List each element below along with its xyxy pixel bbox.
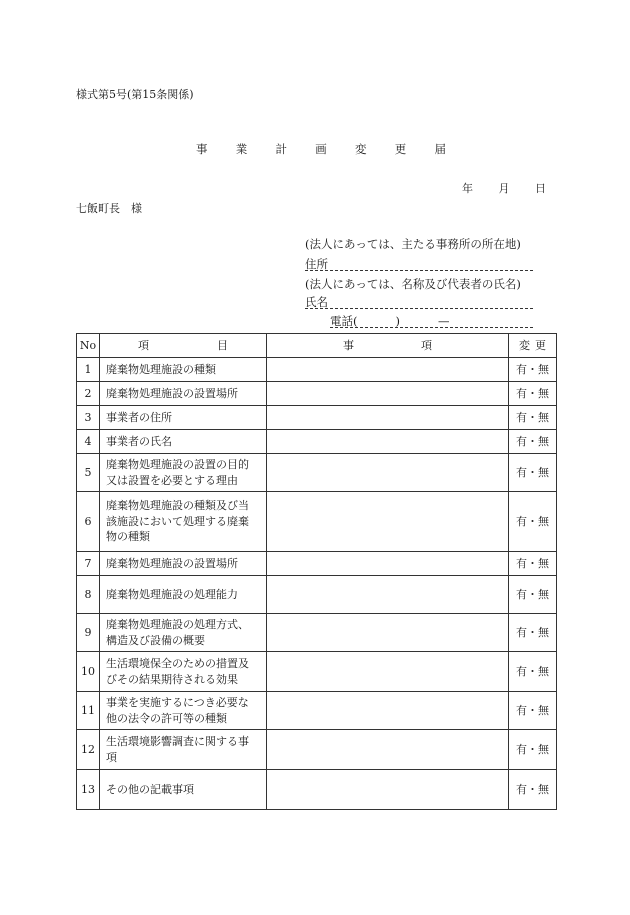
change-items-table [76, 333, 557, 810]
table-row [77, 576, 557, 614]
row-number: 3 [77, 406, 100, 430]
item-name-line: その他の記載事項 [106, 782, 194, 796]
item-detail-cell[interactable] [267, 576, 509, 614]
item-name [100, 382, 267, 406]
row-number: 12 [77, 730, 100, 770]
item-name [100, 770, 267, 810]
address-note: (法人にあっては、主たる事務所の所在地) [305, 237, 521, 251]
item-detail-cell[interactable] [267, 358, 509, 382]
table-row [77, 652, 557, 692]
change-yes-no[interactable]: 有・無 [509, 430, 557, 454]
item-name-line: 廃棄物処理施設の種類及び当 [106, 499, 249, 513]
phone-dash: — [438, 314, 450, 328]
document-title [196, 141, 446, 157]
row-number: 10 [77, 652, 100, 692]
header-item-char: 項 [138, 338, 149, 352]
header-no: No [77, 334, 100, 358]
change-yes-no[interactable]: 有・無 [509, 454, 557, 492]
table-row [77, 430, 557, 454]
title-char: 更 [394, 142, 407, 156]
year-label: 年 [462, 182, 473, 195]
table-row [77, 770, 557, 810]
name-field[interactable] [305, 294, 533, 309]
item-name-line: びその結果期待される効果 [106, 672, 238, 686]
item-name-line: 廃棄物処理施設の処理方式、 [106, 618, 249, 632]
item-detail-cell[interactable] [267, 454, 509, 492]
item-detail-cell[interactable] [267, 614, 509, 652]
item-name-line: 該施設において処理する廃棄 [106, 514, 249, 528]
change-yes-no[interactable]: 有・無 [509, 406, 557, 430]
item-name-line: 廃棄物処理施設の種類 [106, 362, 216, 376]
item-detail-cell[interactable] [267, 406, 509, 430]
addressee: 七飯町長 様 [76, 202, 142, 215]
item-name [100, 652, 267, 692]
table-row [77, 406, 557, 430]
table-header-row [77, 334, 557, 358]
item-name-line: 廃棄物処理施設の処理能力 [106, 587, 238, 601]
item-name-line: 廃棄物処理施設の設置場所 [106, 556, 238, 570]
change-yes-no[interactable]: 有・無 [509, 358, 557, 382]
month-label: 月 [498, 182, 510, 195]
item-name [100, 614, 267, 652]
item-name-line: 廃棄物処理施設の設置の目的 [106, 458, 249, 472]
item-name [100, 730, 267, 770]
change-yes-no[interactable]: 有・無 [509, 382, 557, 406]
item-name [100, 430, 267, 454]
title-char: 画 [315, 142, 327, 156]
phone-field[interactable] [330, 313, 533, 328]
row-number: 4 [77, 430, 100, 454]
table-row [77, 382, 557, 406]
item-name-line: 項 [106, 750, 117, 764]
item-name [100, 576, 267, 614]
address-field[interactable] [305, 256, 533, 271]
row-number: 6 [77, 492, 100, 552]
header-item [100, 334, 267, 358]
item-name [100, 692, 267, 730]
change-yes-no[interactable]: 有・無 [509, 730, 557, 770]
row-number: 13 [77, 770, 100, 810]
change-yes-no[interactable]: 有・無 [509, 552, 557, 576]
phone-paren-close: ) [395, 314, 400, 328]
item-detail-cell[interactable] [267, 492, 509, 552]
item-detail-cell[interactable] [267, 552, 509, 576]
item-name-line: 事業者の住所 [106, 410, 172, 424]
change-yes-no[interactable]: 有・無 [509, 614, 557, 652]
item-name-line: 他の法令の許可等の種類 [106, 711, 227, 725]
item-detail-cell[interactable] [267, 770, 509, 810]
item-name-line: 廃棄物処理施設の設置場所 [106, 386, 238, 400]
change-yes-no[interactable]: 有・無 [509, 492, 557, 552]
item-detail-cell[interactable] [267, 382, 509, 406]
address-label: 住所 [305, 257, 328, 271]
row-number: 2 [77, 382, 100, 406]
header-item-char: 目 [217, 338, 228, 352]
item-name-line: 又は設置を必要とする理由 [106, 473, 238, 487]
header-detail-char: 項 [421, 338, 432, 352]
title-char: 業 [235, 142, 248, 156]
table-row [77, 730, 557, 770]
item-detail-cell[interactable] [267, 730, 509, 770]
item-detail-cell[interactable] [267, 692, 509, 730]
change-yes-no[interactable]: 有・無 [509, 692, 557, 730]
item-name-line: 構造及び設備の概要 [106, 633, 205, 647]
row-number: 9 [77, 614, 100, 652]
title-char: 変 [355, 142, 367, 156]
item-name-line: 事業を実施するにつき必要な [106, 696, 249, 710]
change-yes-no[interactable]: 有・無 [509, 576, 557, 614]
change-yes-no[interactable]: 有・無 [509, 770, 557, 810]
item-name-line: 生活環境保全のための措置及 [106, 657, 249, 671]
form-number: 様式第5号(第15条関係) [76, 88, 194, 101]
day-label: 日 [535, 182, 546, 195]
item-name [100, 454, 267, 492]
row-number: 8 [77, 576, 100, 614]
row-number: 7 [77, 552, 100, 576]
item-name [100, 358, 267, 382]
table-row [77, 692, 557, 730]
row-number: 5 [77, 454, 100, 492]
table-row [77, 614, 557, 652]
title-char: 事 [196, 142, 208, 156]
item-name-line: 事業者の氏名 [106, 434, 172, 448]
change-yes-no[interactable]: 有・無 [509, 652, 557, 692]
row-number: 1 [77, 358, 100, 382]
item-name-line: 物の種類 [106, 530, 150, 544]
header-change-char: 更 [535, 338, 546, 352]
item-name [100, 552, 267, 576]
header-detail-char: 事 [343, 338, 354, 352]
item-name-line: 生活環境影響調査に関する事 [106, 735, 249, 749]
table-row [77, 454, 557, 492]
table-row [77, 358, 557, 382]
phone-label: 電話( [330, 314, 358, 328]
item-name [100, 492, 267, 552]
title-char: 届 [434, 142, 446, 156]
header-detail [267, 334, 509, 358]
date-line[interactable] [462, 180, 546, 196]
header-change-char: 変 [519, 338, 530, 352]
item-detail-cell[interactable] [267, 430, 509, 454]
title-char: 計 [275, 142, 287, 156]
table-row [77, 552, 557, 576]
header-change [509, 334, 557, 358]
table-row [77, 492, 557, 552]
name-label: 氏名 [305, 295, 328, 309]
name-note: (法人にあっては、名称及び代表者の氏名) [305, 277, 521, 291]
item-name [100, 406, 267, 430]
item-detail-cell[interactable] [267, 652, 509, 692]
row-number: 11 [77, 692, 100, 730]
